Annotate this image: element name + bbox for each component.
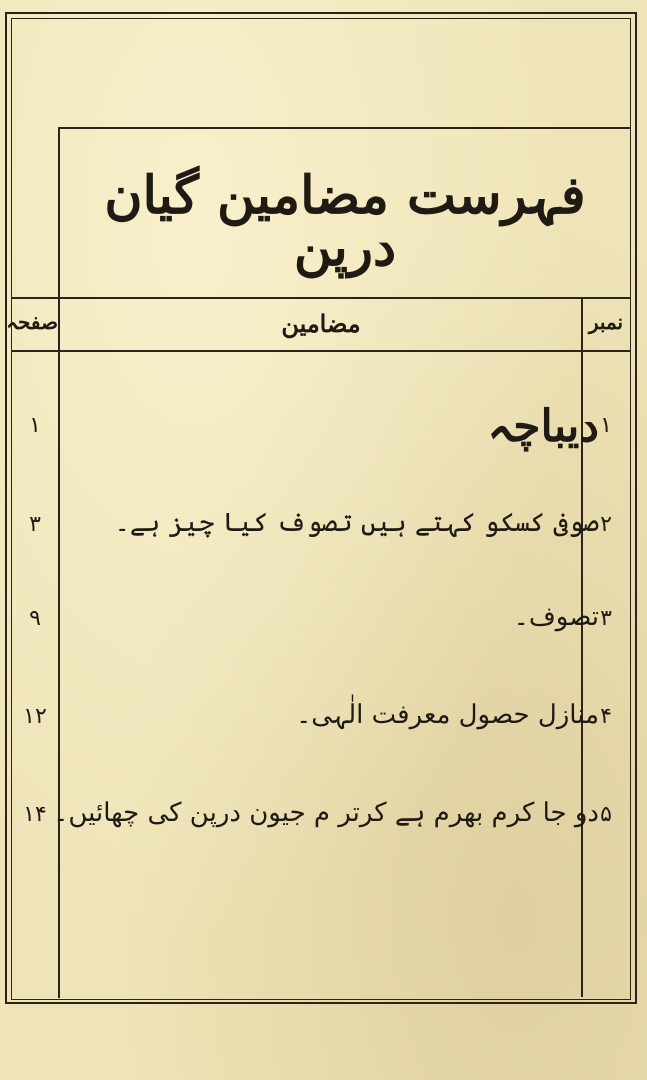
toc-row-page: ۹ bbox=[29, 606, 41, 631]
toc-row-title: دو جا کرم بھرم ہے کرتر م جیون درپن کی چھائیں۔ bbox=[53, 798, 599, 828]
toc-row-page: ۱ bbox=[29, 413, 41, 438]
toc-row-number: ۳ bbox=[600, 606, 612, 631]
toc-row-number: ۲ bbox=[600, 512, 612, 537]
title-box-top-rule bbox=[58, 127, 630, 129]
toc-row-page: ۱۴ bbox=[23, 802, 47, 827]
header-bottom-rule bbox=[12, 350, 630, 352]
toc-row-title: منازل حصول معرفت الٰہی۔ bbox=[296, 700, 599, 730]
toc-row-page: ۳ bbox=[29, 512, 41, 537]
toc-row-number: ۵ bbox=[600, 802, 612, 827]
toc-row-page: ۱۲ bbox=[23, 704, 47, 729]
header-contents: مضامین bbox=[281, 309, 361, 338]
header-page: صفحہ bbox=[6, 310, 58, 334]
toc-row-number: ۱ bbox=[600, 413, 612, 438]
toc-row-title: تصوف۔ bbox=[513, 602, 599, 632]
toc-row-title: دیباچہ bbox=[487, 401, 599, 452]
page-title: فہرست مضامین گیان درپن bbox=[104, 165, 586, 278]
toc-row-title: صوفی کسکو کہتے ہیں تصوف کیا چیز ہے۔ bbox=[114, 508, 599, 538]
header-number: نمبر bbox=[588, 310, 624, 334]
toc-row-number: ۴ bbox=[600, 704, 612, 729]
title-box-bottom-rule bbox=[12, 297, 630, 299]
